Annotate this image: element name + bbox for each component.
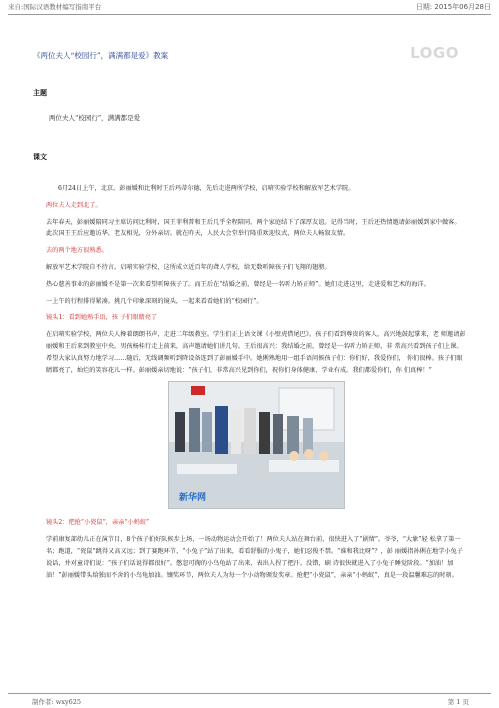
topic-label: 主题 (33, 88, 47, 97)
page-footer (8, 693, 491, 708)
paragraph: 6月24日上午，北京。彭丽媛和比利时王后玛蒂尔德，先后走进两所学校，启喑实验学校和解放军艺术学院。 (58, 185, 355, 192)
svg-text:新华网: 新华网 (178, 493, 206, 504)
paragraph: 解放军艺术学院自不待言。启喑实验学校，这所成立近百年的聋人学校，给无数听障孩子们飞翔的翅膀。 (46, 263, 331, 271)
classroom-photo (168, 381, 345, 509)
section-heading: 去的两个地方很熟悉。 (46, 247, 108, 255)
header-source: 来自:国际汉语教材编写指南平台 (8, 3, 102, 11)
paragraph: 在启喑实验学校，两位夫人搀着朗朗书声，走进二年级教室。学生们正上语文课《小壁虎借尾巴》。孩子们看到尊贵的客人，高兴地鼓起掌来，老 师邀请彭丽媛和王后来到教室中央。男孩杨桂行走上前来，高声邀请她们讲几句。王后很高兴：我结婚之前，曾经是一名听力矫正师，非 常高兴看到孩子们上课。希望大家认真努力地学习……随后，无线调频听到降设备连到了彭丽媛手中。她俐熟地用一组手语问候孩子们：你们好，我爱你们， 你们很棒。孩子们眼睛都亮了，灿烂的笑容花儿一样。彭丽媛亲切地说：“孩子们，非常高兴见到你们，祝你们身体健康、学业有成。我们都爱你们，你 们真棒！” (46, 331, 466, 374)
topic-text: 两位夫人“校园行”，满满都是爱 (49, 114, 141, 122)
paragraph: 热心慈善事业的彭丽媛不是第一次来看望听障孩子了。而王后在“结婚之前，曾经是一名听力矫正师”。她们走进这里，走进爱和艺术的海洋。 (46, 280, 430, 288)
paragraph: 一上午的行程排得紧凑。挑几个印象深刻的镜头，一起来看看她们的“校园行”。 (46, 297, 263, 305)
paragraph: 学前康复部幼儿正在演节目，8个孩子拍好队候步上场，一场动物运动会开始了！两位夫人站在舞台前，很快进入了“剧情”。爷爷，“大象”轻 松拿了第一名；跑道，“瓷鼠”跳得又高又远；到了赛跑环节，“小兔子”站了出来，看看舒服的小鬼子，她们忍俊不禁。“谁和我比呀”？，彭 丽媛指孙俐在地学小兔子说话，并对童诗们说：“孩子们话说得都很好”。憋忽可掬的小鸟龟站了出来，表出人捏了把汗。没错，刷 诗很快就进入了小兔子睡觉阶段。“加油！加油！”彭丽媛带头给独而不舍的小鸟龟加油。镶奖环节，两位夫人为每一个小动物颁发奖章。抢把“小瓷鼠”，亲亲“小蚂蚁”，真是一段温馨难忘的时刻。 (46, 536, 463, 579)
section-heading: 镜头1：看到她熟手语，孩 子们眼睛亮了 (46, 314, 158, 322)
classroom-photo-illustration (169, 382, 344, 508)
paragraph: 去年春天，彭丽媛陪同习主席访问比利时，国王菲利普和王后几乎全程陪同，两个家庭结下了深厚友谊。记得当时，王后还热情邀请彭丽媛到家中做客。此次国王王后应邀访华，老友相见，分外亲切。就在昨天，人民大会堂举行隆重欢迎仪式，两位夫人畅叙友情。 (46, 218, 461, 238)
section-heading: 镜头2：把抢“小瓷鼠”，亲亲“小蚂蚁” (46, 519, 150, 527)
section-heading: 两位夫人走到北了。 (46, 201, 102, 209)
page-header (8, 0, 491, 15)
body-content (46, 183, 466, 586)
body-label: 课文 (33, 152, 47, 161)
footer-page-number: 第 1 页 (447, 698, 469, 706)
document-title: 《两位夫人“校园行”，满满都是爱》教案 (33, 51, 169, 60)
footer-author: 制作者: wxy625 (32, 698, 82, 706)
logo: LOGO (410, 44, 459, 62)
header-date: 日期: 2015年06月28日 (415, 3, 491, 11)
